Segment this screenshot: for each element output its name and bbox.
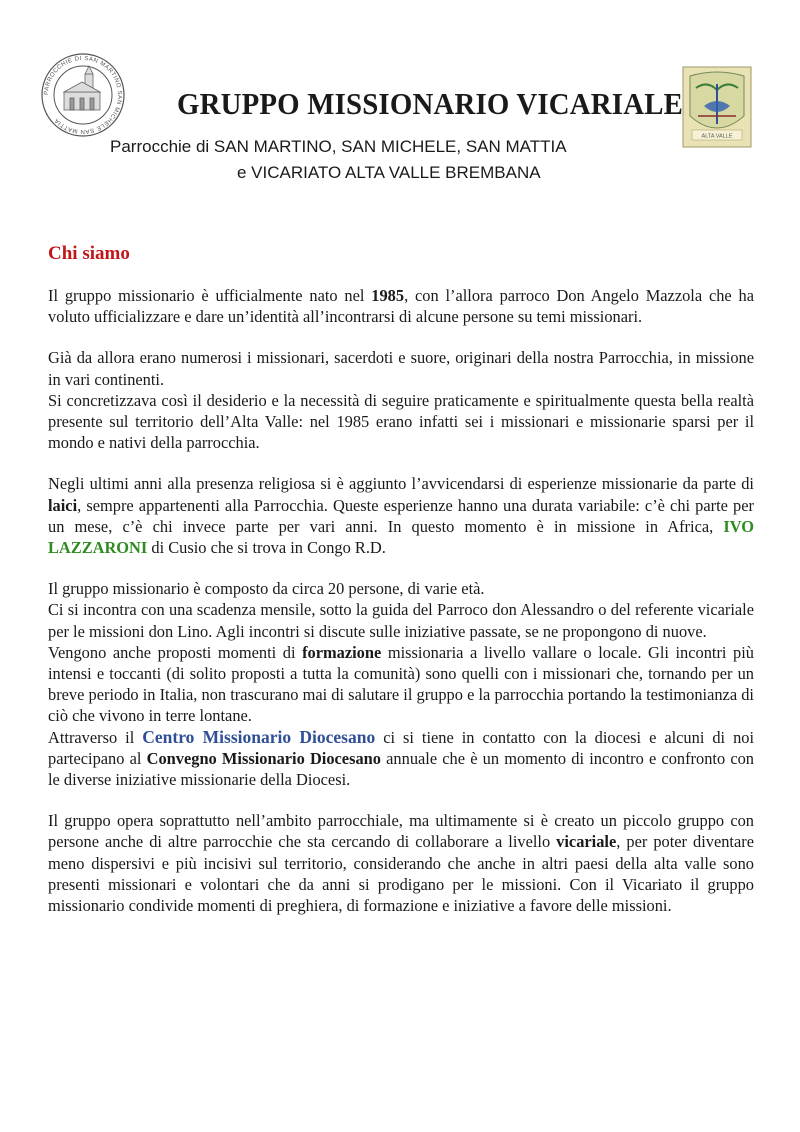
text-span: Il gruppo opera soprattutto nell’ambito parrocchiale, ma ultimamente si è creato un piccolo gruppo con persone anche di altre parrocchie che sta cercando di collaborare a livello — [48, 811, 754, 852]
text-span: annuale che è un momento di incontro e confronto con le diverse iniziative missionarie della Diocesi. — [48, 748, 754, 790]
paragraph-diocesan-center — [48, 727, 754, 791]
text-span: , con l’allora parroco Don Angelo Mazzola che ha voluto ufficializzare e dare un’identità all’incontrarsi di alcune persone su temi missionari. — [48, 286, 754, 327]
centro-missionario-highlight: Centro Missionario Diocesano — [142, 726, 376, 747]
parish-seal-logo — [40, 52, 126, 138]
text-span: Vengono anche proposti momenti di — [48, 642, 303, 662]
year-bold: 1985 — [371, 286, 405, 305]
text-span: di Cusio che si trova in Congo R.D. — [147, 538, 386, 558]
text-span: ci si tiene in contatto con la diocesi e alcuni di noi partecipano al — [48, 727, 755, 768]
paragraph-composition: Il gruppo missionario è composto da circa 20 persone, di varie età. — [48, 579, 485, 599]
section-heading: Chi siamo — [48, 243, 130, 264]
paragraph-missionaries: Già da allora erano numerosi i missionari, sacerdoti e suore, originari della nostra Parrocchia, in missione in vari continenti. — [48, 348, 754, 389]
text-span: , sempre appartenenti alla Parrocchia. Queste esperienze hanno una durata variabile: c’è chi parte per un mese, c’è chi invece parte per vari anni. In questo momento è in missione in Africa, — [48, 495, 754, 536]
page-title: GRUPPO MISSIONARIO VICARIALE — [176, 86, 684, 121]
paragraph-vicariate — [48, 810, 754, 916]
subtitle-vicariate: e VICARIATO ALTA VALLE BREMBANA — [237, 163, 541, 182]
text-span: Il gruppo missionario è ufficialmente nato nel — [48, 286, 372, 305]
paragraph-desire: Si concretizzava così il desiderio e la necessità di seguire praticamente e spiritualmente questa bella realtà presente sul territorio dell’Alta Valle: nel 1985 erano infatti sei i missionari e missionarie sparsi per il mondo e nativi della parrocchia. — [48, 390, 754, 453]
convegno-bold: Convegno Missionario Diocesano — [146, 748, 381, 768]
vicariale-bold: vicariale — [556, 832, 617, 852]
text-span: missionaria a livello vallare o locale. Gli incontri più intensi e toccanti (di solito proposti a tutta la comunità) sono quelli con i missionari che, tornando per un breve periodo in Italia, non trascurano mai di salutare il gruppo e la parrocchia portando la testimonianza di ciò che vivono in terre lontane. — [48, 642, 754, 726]
text-span: , per poter diventare meno dispersivi e più incisivi sul territorio, considerando che anche in altri paesi della alta valle sono presenti missionari e volontari che da anni si prodigano per le missioni. Con il Vicariato il gruppo missionario condivide momenti di preghiera, di formazione e iniziative a favore delle missioni. — [48, 832, 754, 916]
subtitle-parishes: Parrocchie di SAN MARTINO, SAN MICHELE, SAN MATTIA — [110, 137, 567, 156]
paragraph-history — [48, 285, 754, 327]
paragraph-laity — [48, 473, 754, 558]
seal-text: PARROCCHIE DI SAN MARTINO SAN MICHELE SAN MATTIA — [43, 55, 123, 135]
vicariate-logo-text: ALTA VALLE — [701, 133, 733, 140]
laici-bold: laici — [48, 495, 78, 515]
formazione-bold: formazione — [302, 642, 382, 662]
paragraph-formation — [48, 642, 754, 727]
body-text — [48, 285, 754, 936]
text-span: Attraverso il — [48, 727, 143, 747]
paragraph-meetings: Ci si incontra con una scadenza mensile, sotto la guida del Parroco don Alessandro o del referente vicariale per le missioni don Lino. Agli incontri si discute sulle iniziative passate, se ne propongono di nuove. — [48, 600, 754, 641]
text-span: Negli ultimi anni alla presenza religiosa si è aggiunto l’avvicendarsi di esperienze missionarie da parte di — [48, 474, 754, 494]
missionary-name-highlight: IVO LAZZARONI — [48, 516, 754, 558]
